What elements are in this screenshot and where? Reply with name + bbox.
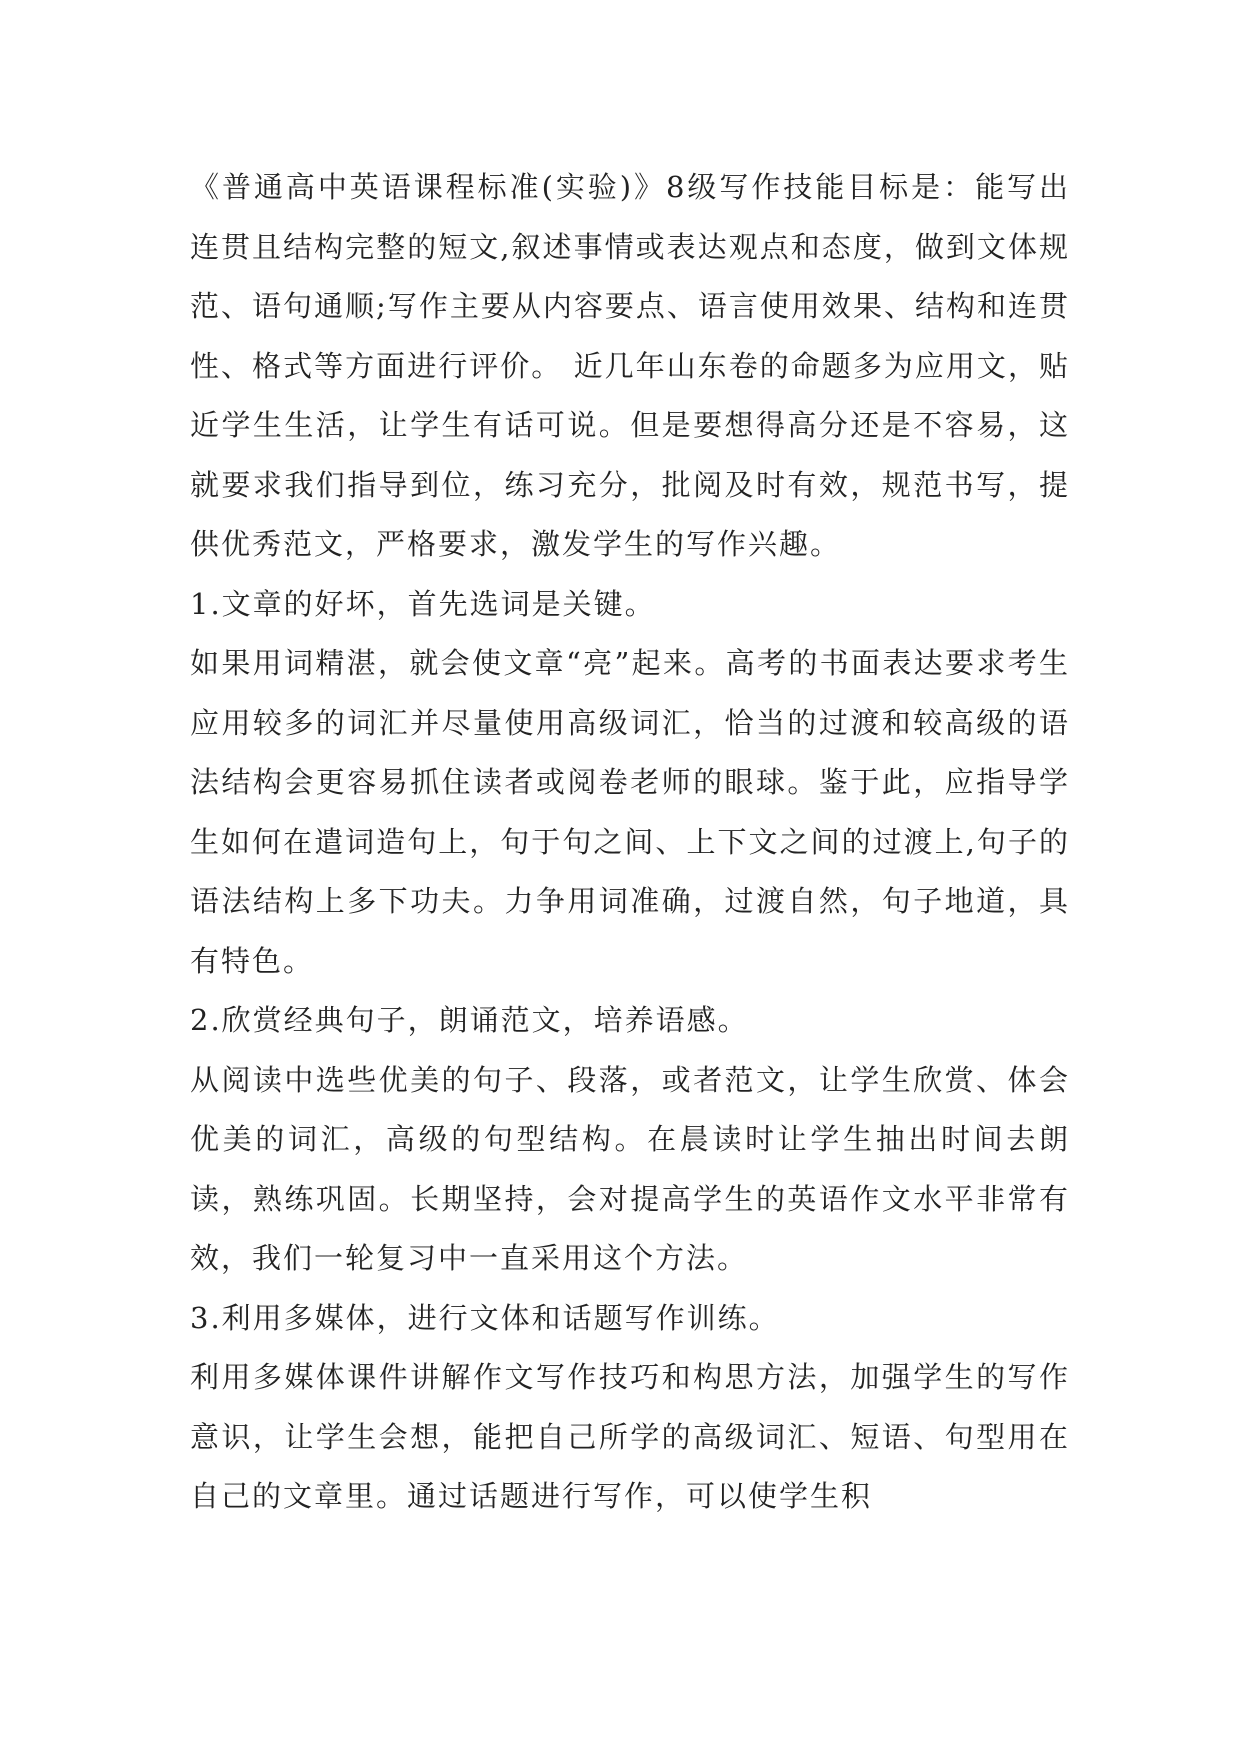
document-body bbox=[190, 158, 1070, 1527]
section-paragraph-3: 利用多媒体课件讲解作文写作技巧和构思方法，加强学生的写作意识，让学生会想，能把自己所学的高级词汇、短语、句型用在自己的文章里。通过话题进行写作，可以使学生积 bbox=[190, 1360, 1070, 1513]
section-heading-3: 3.利用多媒体，进行文体和话题写作训练。 bbox=[190, 1300, 780, 1335]
section-heading-2: 2.欣赏经典句子，朗诵范文，培养语感。 bbox=[190, 1003, 749, 1037]
intro-paragraph: 《普通高中英语课程标准(实验)》8级写作技能目标是：能写出连贯且结构完整的短文,叙述事情或表达观点和态度，做到文体规范、语句通顺;写作主要从内容要点、语言使用效果、结构和连贯性、格式等方面进行评价。 近几年山东卷的命题多为应用文，贴近学生生活，让学生有话可说。但是要想得高分还是不容易，这就要求我们指导到位，练习充分，批阅及时有效，规范书写，提供优秀范文，严格要求，激发学生的写作兴趣。 bbox=[190, 170, 1070, 561]
section-heading-1: 1.文章的好坏，首先选词是关键。 bbox=[190, 586, 656, 621]
section-paragraph-1: 如果用词精湛，就会使文章“亮”起来。高考的书面表达要求考生应用较多的词汇并尽量使用高级词汇，恰当的过渡和较高级的语法结构会更容易抓住读者或阅卷老师的眼球。鉴于此，应指导学生如何在遣词造句上，句于句之间、上下文之间的过渡上,句子的语法结构上多下功夫。力争用词准确，过渡自然，句子地道，具有特色。 bbox=[190, 646, 1070, 978]
section-paragraph-2: 从阅读中选些优美的句子、段落，或者范文，让学生欣赏、体会优美的词汇，高级的句型结构。在晨读时让学生抽出时间去朗读，熟练巩固。长期坚持，会对提高学生的英语作文水平非常有效，我们一轮复习中一直采用这个方法。 bbox=[190, 1062, 1070, 1275]
